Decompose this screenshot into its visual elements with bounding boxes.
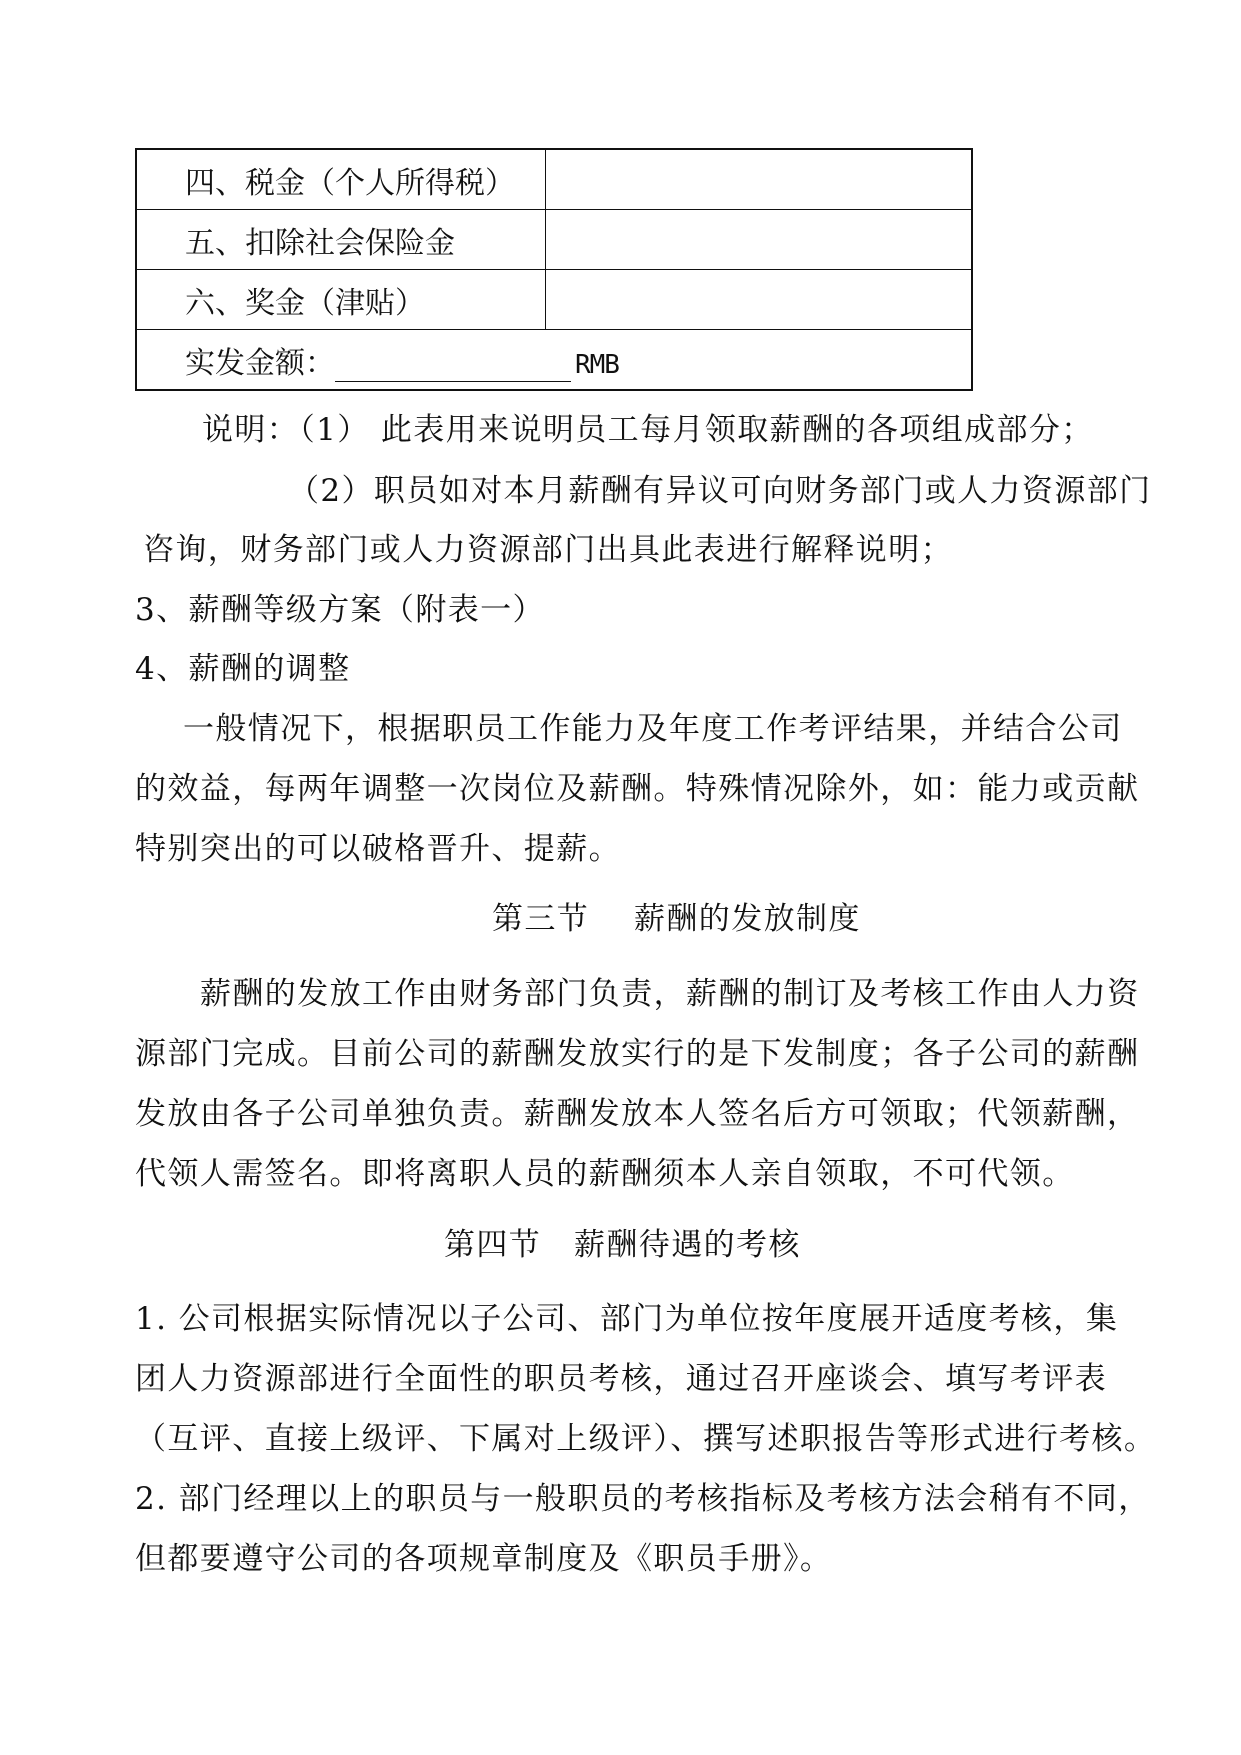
- section-3-paragraph-line: 代领人需签名。即将离职人员的薪酬须本人亲自领取，不可代领。: [135, 1156, 1075, 1192]
- adjust-paragraph-line: 一般情况下，根据职员工作能力及年度工作考评结果，并结合公司: [183, 711, 1123, 747]
- total-amount-unit: RMB: [575, 349, 619, 380]
- item-4: 4、薪酬的调整: [135, 651, 351, 687]
- table-cell-label: 六、奖金（津贴）: [136, 270, 546, 330]
- section-3-paragraph-line: 发放由各子公司单独负责。薪酬发放本人签名后方可领取；代领薪酬，: [135, 1096, 1140, 1132]
- section-4-paragraph-line: （互评、直接上级评、下属对上级评）、撰写述职报告等形式进行考核。: [135, 1421, 1157, 1457]
- table-row: [136, 210, 972, 270]
- section-4-paragraph-line: 1. 公司根据实际情况以子公司、部门为单位按年度展开适度考核，集: [135, 1301, 1119, 1337]
- item-3: 3、薪酬等级方案（附表一）: [135, 592, 545, 628]
- table-row: [136, 270, 972, 330]
- total-amount-cell: [136, 330, 972, 391]
- note-1: 说明：（1） 此表用来说明员工每月领取薪酬的各项组成部分；: [202, 412, 1094, 448]
- section-4-paragraph-line: 但都要遵守公司的各项规章制度及《职员手册》。: [135, 1541, 833, 1577]
- table-row-total: [136, 330, 972, 391]
- table-cell-value: [546, 210, 973, 270]
- section-3-paragraph-line: 薪酬的发放工作由财务部门负责，薪酬的制订及考核工作由人力资: [200, 976, 1140, 1012]
- adjust-paragraph-line: 的效益，每两年调整一次岗位及薪酬。特殊情况除外，如：能力或贡献: [135, 771, 1140, 807]
- section-3-title: 薪酬的发放制度: [634, 901, 861, 937]
- salary-table: [135, 148, 973, 391]
- adjust-paragraph-line: 特别突出的可以破格晋升、提薪。: [135, 831, 621, 867]
- note-2-line-2: 咨询，财务部门或人力资源部门出具此表进行解释说明；: [143, 532, 953, 568]
- table-cell-label: 四、税金（个人所得税）: [136, 149, 546, 210]
- section-4-number: 第四节: [444, 1227, 542, 1263]
- table-cell-value: [546, 270, 973, 330]
- note-2-line-1: （2）职员如对本月薪酬有异议可向财务部门或人力资源部门: [288, 473, 1152, 509]
- table-cell-label: 五、扣除社会保险金: [136, 210, 546, 270]
- section-3-number: 第三节: [492, 901, 590, 937]
- section-4-paragraph-line: 团人力资源部进行全面性的职员考核，通过召开座谈会、填写考评表: [135, 1361, 1107, 1397]
- section-4-title: 薪酬待遇的考核: [574, 1227, 801, 1263]
- total-amount-blank: [335, 351, 571, 382]
- total-amount-label: 实发金额：: [185, 345, 335, 381]
- table-row: [136, 149, 972, 210]
- table-cell-value: [546, 149, 973, 210]
- section-4-paragraph-line: 2. 部门经理以上的职员与一般职员的考核指标及考核方法会稍有不同，: [135, 1481, 1151, 1517]
- section-3-paragraph-line: 源部门完成。目前公司的薪酬发放实行的是下发制度；各子公司的薪酬: [135, 1036, 1140, 1072]
